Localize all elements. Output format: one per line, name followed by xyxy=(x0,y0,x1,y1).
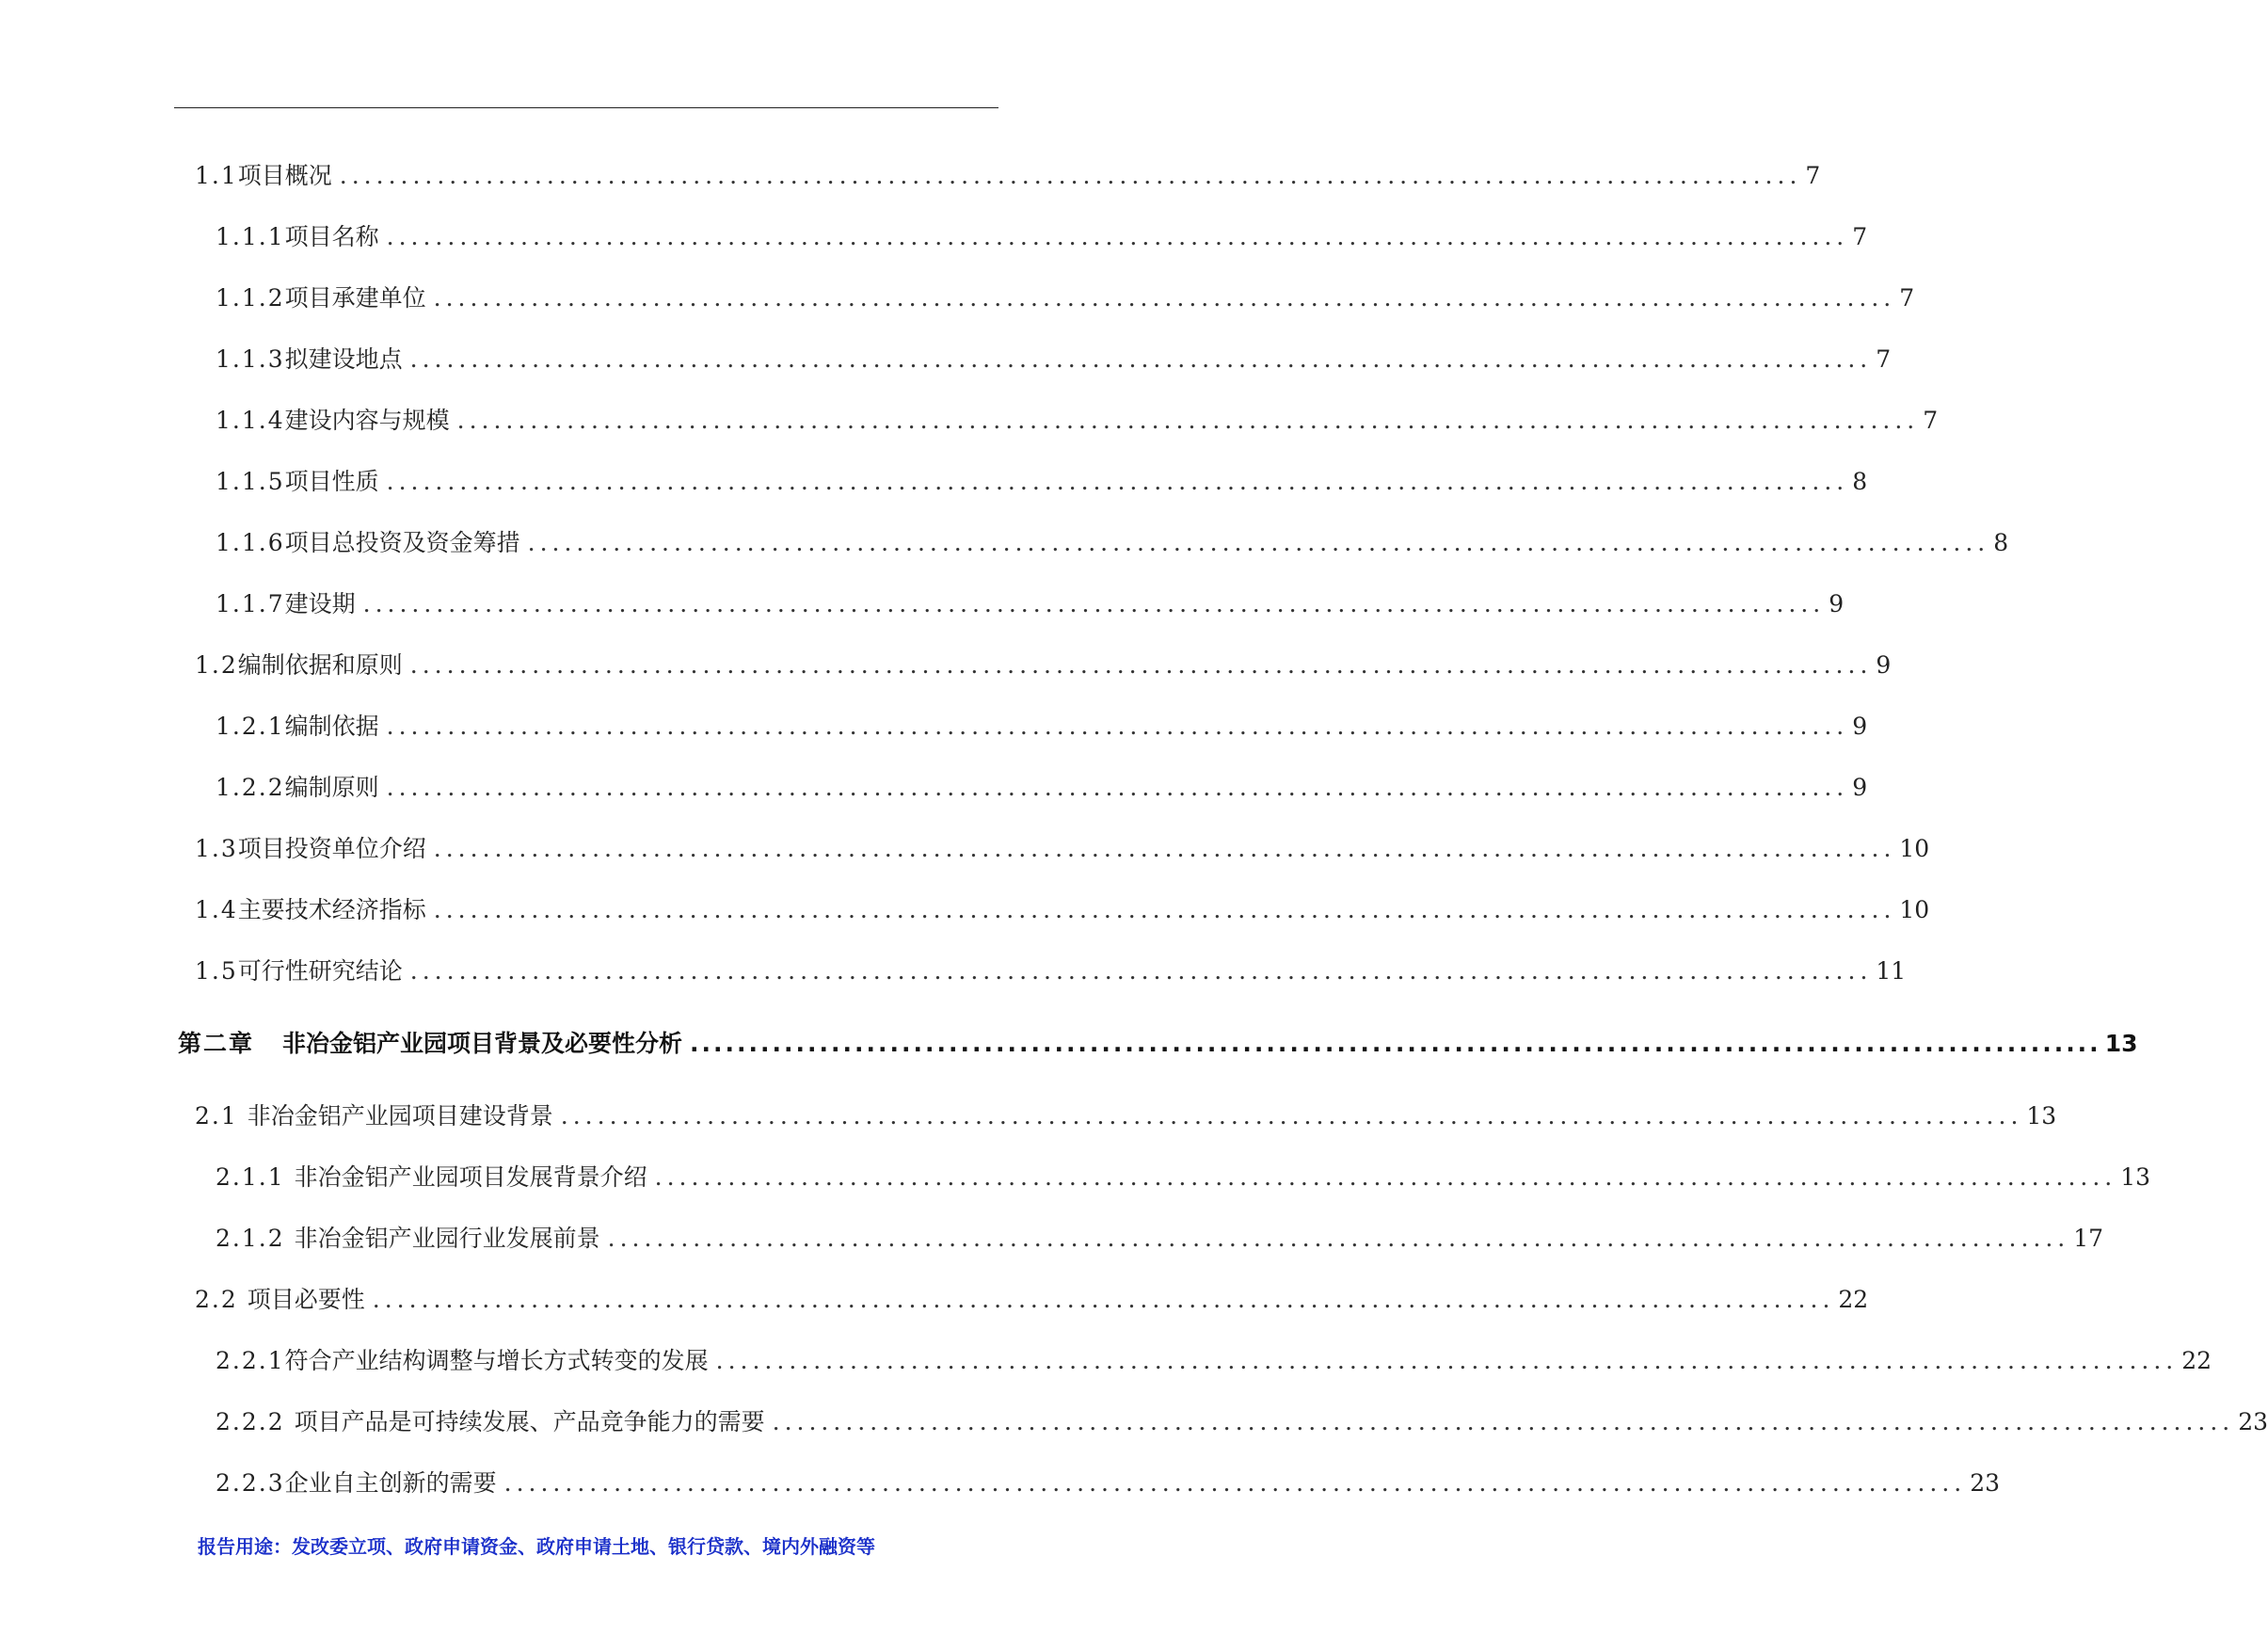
toc-entry-page: 7 xyxy=(1923,407,1939,434)
toc-entry-page: 9 xyxy=(1852,713,1868,740)
toc-leader-dots: ........................................................................................................................ xyxy=(503,1469,1967,1497)
header-rule xyxy=(174,107,998,108)
toc-entry-number: 1.1.2 xyxy=(216,284,285,312)
toc-leader-dots: ........................................................................................................................ xyxy=(690,1030,2101,1057)
toc-entry-number: 1.1.4 xyxy=(216,407,285,434)
toc-entry[interactable] xyxy=(174,703,1868,741)
toc-entry-title: 主要技术经济指标 xyxy=(237,896,426,923)
toc-entry-number: 1.1.5 xyxy=(216,468,285,495)
toc-entry-page: 7 xyxy=(1805,162,1821,189)
toc-entry[interactable] xyxy=(174,1154,2151,1192)
toc-chapter-entry[interactable] xyxy=(174,1020,2138,1058)
toc-entry[interactable] xyxy=(174,764,1868,802)
toc-leader-dots: ........................................................................................................................ xyxy=(772,1408,2235,1435)
toc-entry[interactable] xyxy=(174,397,1939,435)
report-usage-note: 报告用途：发改委立项、政府申请资金、政府申请土地、银行贷款、境内外融资等 xyxy=(198,1535,875,1558)
toc-leader-dots: ........................................................................................................................ xyxy=(409,345,1873,373)
toc-entry-title: 项目必要性 xyxy=(247,1286,365,1313)
toc-entry-page: 22 xyxy=(1838,1286,1869,1313)
toc-entry-page: 7 xyxy=(1852,223,1868,250)
toc-entry-number: 2.2.1 xyxy=(216,1347,285,1374)
toc-entry-page: 23 xyxy=(2238,1408,2268,1435)
toc-leader-dots: ........................................................................................................................ xyxy=(386,468,1849,495)
toc-entry-title: 项目投资单位介绍 xyxy=(237,835,426,862)
toc-leader-dots: ........................................................................................................................ xyxy=(339,162,1802,189)
toc-entry-title: 项目产品是可持续发展、产品竞争能力的需要 xyxy=(294,1408,765,1435)
toc-entry-title: 编制依据 xyxy=(284,713,379,740)
toc-entry-page: 13 xyxy=(2104,1030,2138,1057)
toc-leader-dots: ........................................................................................................................ xyxy=(456,407,1920,434)
toc-entry-page: 23 xyxy=(1970,1469,2001,1497)
toc-entry-title: 项目性质 xyxy=(284,468,379,495)
toc-entry[interactable] xyxy=(174,948,1907,986)
toc-entry[interactable] xyxy=(174,336,1892,374)
toc-entry[interactable] xyxy=(174,1215,2104,1253)
toc-entry-number: 1.1.7 xyxy=(216,590,285,617)
toc-leader-dots: ........................................................................................................................ xyxy=(362,590,1826,617)
toc-entry[interactable] xyxy=(174,275,1915,313)
toc-entry-page: 10 xyxy=(1899,835,1930,862)
toc-entry-number: 2.1 xyxy=(195,1102,238,1130)
toc-entry-number: 1.4 xyxy=(195,896,238,923)
toc-entry-title: 建设内容与规模 xyxy=(284,407,450,434)
toc-entry[interactable] xyxy=(174,887,1930,924)
toc-entry-number: 2.2.3 xyxy=(216,1469,285,1497)
toc-leader-dots: ........................................................................................................................ xyxy=(715,1347,2179,1374)
toc-entry-number: 1.1 xyxy=(195,162,238,189)
toc-leader-dots: ........................................................................................................................ xyxy=(386,223,1849,250)
toc-entry-page: 17 xyxy=(2073,1225,2104,1252)
toc-entry-title: 项目概况 xyxy=(237,162,332,189)
toc-leader-dots: ........................................................................................................................ xyxy=(433,896,1896,923)
toc-entry[interactable] xyxy=(174,826,1930,863)
toc-entry-title: 非冶金铝产业园项目建设背景 xyxy=(247,1102,553,1130)
toc-entry-page: 11 xyxy=(1876,957,1907,985)
toc-leader-dots: ........................................................................................................................ xyxy=(560,1102,2023,1130)
toc-entry-number: 1.1.3 xyxy=(216,345,285,373)
toc-chapter-title: 非冶金铝产业园项目背景及必要性分析 xyxy=(282,1030,683,1057)
toc-entry-title: 非冶金铝产业园行业发展前景 xyxy=(294,1225,600,1252)
toc-chapter-number: 第二章 xyxy=(178,1030,255,1057)
toc-leader-dots: ........................................................................................................................ xyxy=(433,284,1896,312)
toc-entry-page: 7 xyxy=(1899,284,1915,312)
toc-entry-title: 编制原则 xyxy=(284,774,379,801)
toc-entry-page: 7 xyxy=(1876,345,1892,373)
toc-entry[interactable] xyxy=(174,1399,2268,1436)
toc-entry-title: 编制依据和原则 xyxy=(237,651,403,679)
toc-entry-page: 13 xyxy=(2120,1163,2151,1191)
toc-entry-title: 可行性研究结论 xyxy=(237,957,403,985)
toc-entry-number: 2.2.2 xyxy=(216,1408,285,1435)
toc-leader-dots: ........................................................................................................................ xyxy=(607,1225,2070,1252)
toc-entry-title: 非冶金铝产业园项目发展背景介绍 xyxy=(294,1163,647,1191)
toc-leader-dots: ........................................................................................................................ xyxy=(386,713,1849,740)
toc-entry-title: 企业自主创新的需要 xyxy=(284,1469,497,1497)
toc-entry-title: 符合产业结构调整与增长方式转变的发展 xyxy=(284,1347,709,1374)
toc-entry-number: 1.1.6 xyxy=(216,529,285,556)
toc-entry-page: 8 xyxy=(1993,529,2009,556)
toc-entry[interactable] xyxy=(174,1338,2212,1375)
toc-entry-number: 1.2.2 xyxy=(216,774,285,801)
toc-entry-title: 建设期 xyxy=(284,590,356,617)
toc-entry-page: 8 xyxy=(1852,468,1868,495)
toc-entry[interactable] xyxy=(174,642,1892,680)
toc-entry[interactable] xyxy=(174,1276,1869,1314)
toc-entry-number: 2.1.2 xyxy=(216,1225,285,1252)
toc-entry-number: 1.2 xyxy=(195,651,238,679)
toc-entry-title: 项目总投资及资金筹措 xyxy=(284,529,520,556)
toc-entry-page: 22 xyxy=(2181,1347,2212,1374)
toc-entry[interactable] xyxy=(174,1460,2001,1498)
toc-leader-dots: ........................................................................................................................ xyxy=(409,957,1873,985)
toc-leader-dots: ........................................................................................................................ xyxy=(386,774,1849,801)
toc-entry-title: 拟建设地点 xyxy=(284,345,403,373)
toc-entry-number: 2.1.1 xyxy=(216,1163,285,1191)
toc-entry-page: 9 xyxy=(1876,651,1892,679)
toc-entry-number: 2.2 xyxy=(195,1286,238,1313)
toc-entry[interactable] xyxy=(174,458,1868,496)
toc-entry[interactable] xyxy=(174,152,1821,190)
toc-leader-dots: ........................................................................................................................ xyxy=(372,1286,1835,1313)
toc-entry[interactable] xyxy=(174,1093,2057,1130)
toc-entry-page: 9 xyxy=(1829,590,1845,617)
toc-leader-dots: ........................................................................................................................ xyxy=(654,1163,2117,1191)
toc-entry-number: 1.2.1 xyxy=(216,713,285,740)
toc-leader-dots: ........................................................................................................................ xyxy=(409,651,1873,679)
toc-entry-title: 项目名称 xyxy=(284,223,379,250)
toc-entry-page: 9 xyxy=(1852,774,1868,801)
toc-entry-number: 1.3 xyxy=(195,835,238,862)
toc-entry-title: 项目承建单位 xyxy=(284,284,426,312)
toc-entry-page: 10 xyxy=(1899,896,1930,923)
toc-entry-number: 1.1.1 xyxy=(216,223,285,250)
toc-entry[interactable] xyxy=(174,214,1868,251)
toc-leader-dots: ........................................................................................................................ xyxy=(527,529,1990,556)
toc-entry[interactable] xyxy=(174,520,2009,557)
toc-entry-number: 1.5 xyxy=(195,957,238,985)
toc-entry-page: 13 xyxy=(2026,1102,2057,1130)
toc-leader-dots: ........................................................................................................................ xyxy=(433,835,1896,862)
toc-entry[interactable] xyxy=(174,581,1845,618)
